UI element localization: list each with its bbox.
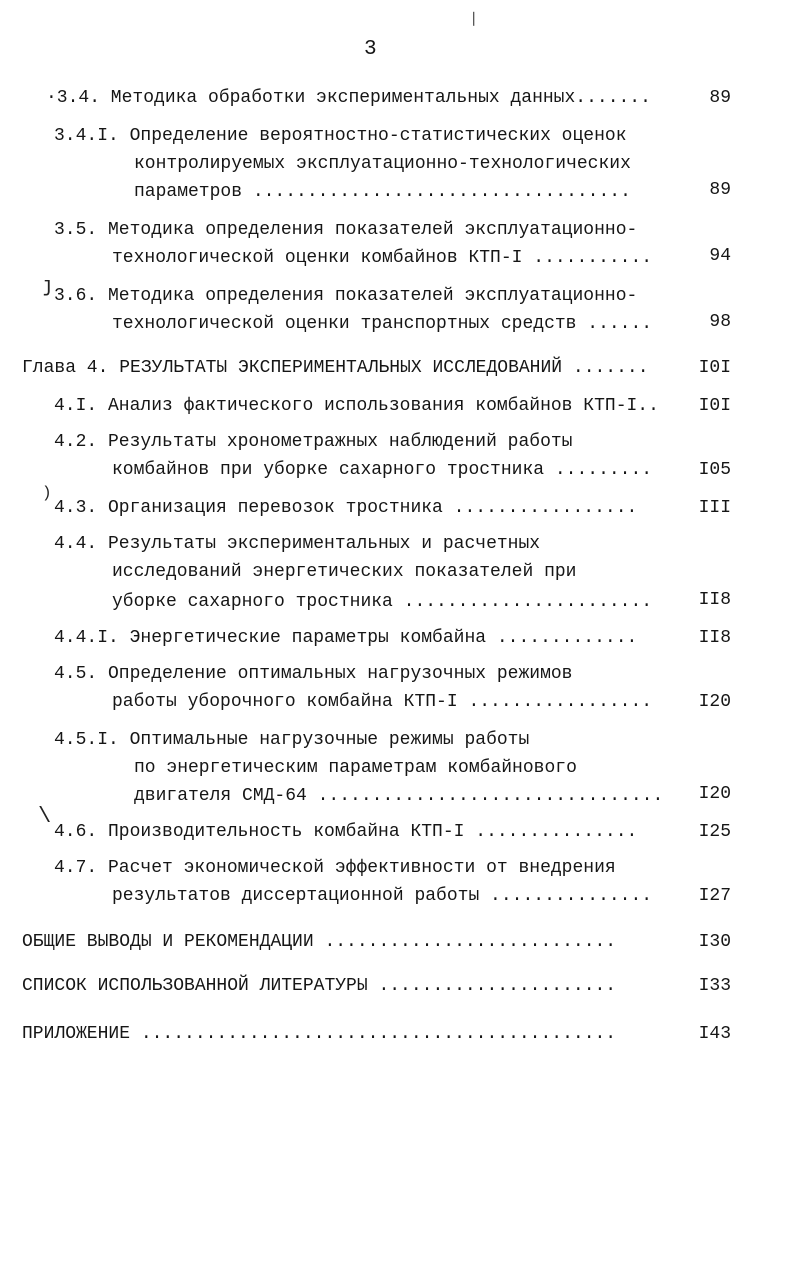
margin-mark: ) — [42, 484, 52, 502]
toc-page-number: II8 — [698, 590, 731, 610]
toc-entry-line: 4.4. Результаты экспериментальных и расчетных — [54, 534, 541, 554]
toc-entry-line: по энергетическим параметрам комбайнового — [134, 758, 577, 778]
margin-mark: ȷ — [42, 275, 55, 298]
toc-page-number: I20 — [698, 692, 731, 712]
toc-entry-line: ОБЩИЕ ВЫВОДЫ И РЕКОМЕНДАЦИИ ........................... — [22, 932, 617, 952]
toc-page-number: I20 — [698, 784, 731, 804]
toc-entry-line: 4.3. Организация перевозок тростника ................. — [54, 498, 638, 518]
toc-entry-line: Глава 4. РЕЗУЛЬТАТЫ ЭКСПЕРИМЕНТАЛЬНЫХ ИССЛЕДОВАНИЙ ....... — [22, 358, 649, 378]
toc-entry-line: 4.5. Определение оптимальных нагрузочных режимов — [54, 664, 573, 684]
toc-page-number: I0I — [698, 396, 731, 416]
toc-entry-line: исследований энергетических показателей при — [112, 562, 577, 582]
toc-entry-line: ·3.4. Методика обработки экспериментальных данных....... — [46, 88, 651, 108]
toc-entry-line: технологической оценки комбайнов КТП-I ........... — [112, 248, 653, 268]
toc-page-number: I27 — [698, 886, 731, 906]
toc-entry-line: комбайнов при уборке сахарного тростника ......... — [112, 460, 653, 480]
toc-entry-line: параметров ................................... — [134, 182, 631, 202]
toc-entry-line: 4.7. Расчет экономической эффективности от внедрения — [54, 858, 616, 878]
toc-entry-line: СПИСОК ИСПОЛЬЗОВАННОЙ ЛИТЕРАТУРЫ ...................... — [22, 976, 617, 996]
toc-page-number: 98 — [709, 312, 731, 332]
toc-page-number: 89 — [709, 180, 731, 200]
toc-entry-line: результатов диссертационной работы ............... — [112, 886, 653, 906]
toc-entry-line: 4.4.I. Энергетические параметры комбайна ............. — [54, 628, 638, 648]
toc-entry-line: 3.6. Методика определения показателей эксплуатационно- — [54, 286, 638, 306]
toc-page-number: I0I — [698, 358, 731, 378]
toc-page-number: I43 — [698, 1024, 731, 1044]
toc-entry-line: работы уборочного комбайна КТП-I ................. — [112, 692, 653, 712]
toc-entry-line: 3.4.I. Определение вероятностно-статистических оценок — [54, 126, 627, 146]
margin-mark: \ — [38, 804, 52, 829]
toc-entry-line: 4.I. Анализ фактического использования комбайнов КТП-I.. — [54, 396, 659, 416]
toc-page-number: I05 — [698, 460, 731, 480]
margin-mark: ⎸ — [473, 12, 487, 28]
toc-page-number: I30 — [698, 932, 731, 952]
toc-entry-line: двигателя СМД-64 ................................ — [134, 786, 664, 806]
toc-entry-line: уборке сахарного тростника ....................... — [112, 592, 653, 612]
toc-page-number: 94 — [709, 246, 731, 266]
toc-entry-line: 4.5.I. Оптимальные нагрузочные режимы работы — [54, 730, 530, 750]
toc-entry-line: контролируемых эксплуатационно-технологических — [134, 154, 631, 174]
toc-entry-line: 4.6. Производительность комбайна КТП-I ............... — [54, 822, 638, 842]
toc-page-number: 89 — [709, 88, 731, 108]
toc-page-number: III — [698, 498, 731, 518]
toc-entry-line: 3.5. Методика определения показателей эксплуатационно- — [54, 220, 638, 240]
toc-page-number: I33 — [698, 976, 731, 996]
page-number: 3 — [364, 38, 377, 61]
toc-page-number: I25 — [698, 822, 731, 842]
toc-entry-line: 4.2. Результаты хронометражных наблюдений работы — [54, 432, 573, 452]
toc-entry-line: ПРИЛОЖЕНИЕ ............................................ — [22, 1024, 617, 1044]
toc-entry-line: технологической оценки транспортных средств ...... — [112, 314, 653, 334]
toc-page-number: II8 — [698, 628, 731, 648]
